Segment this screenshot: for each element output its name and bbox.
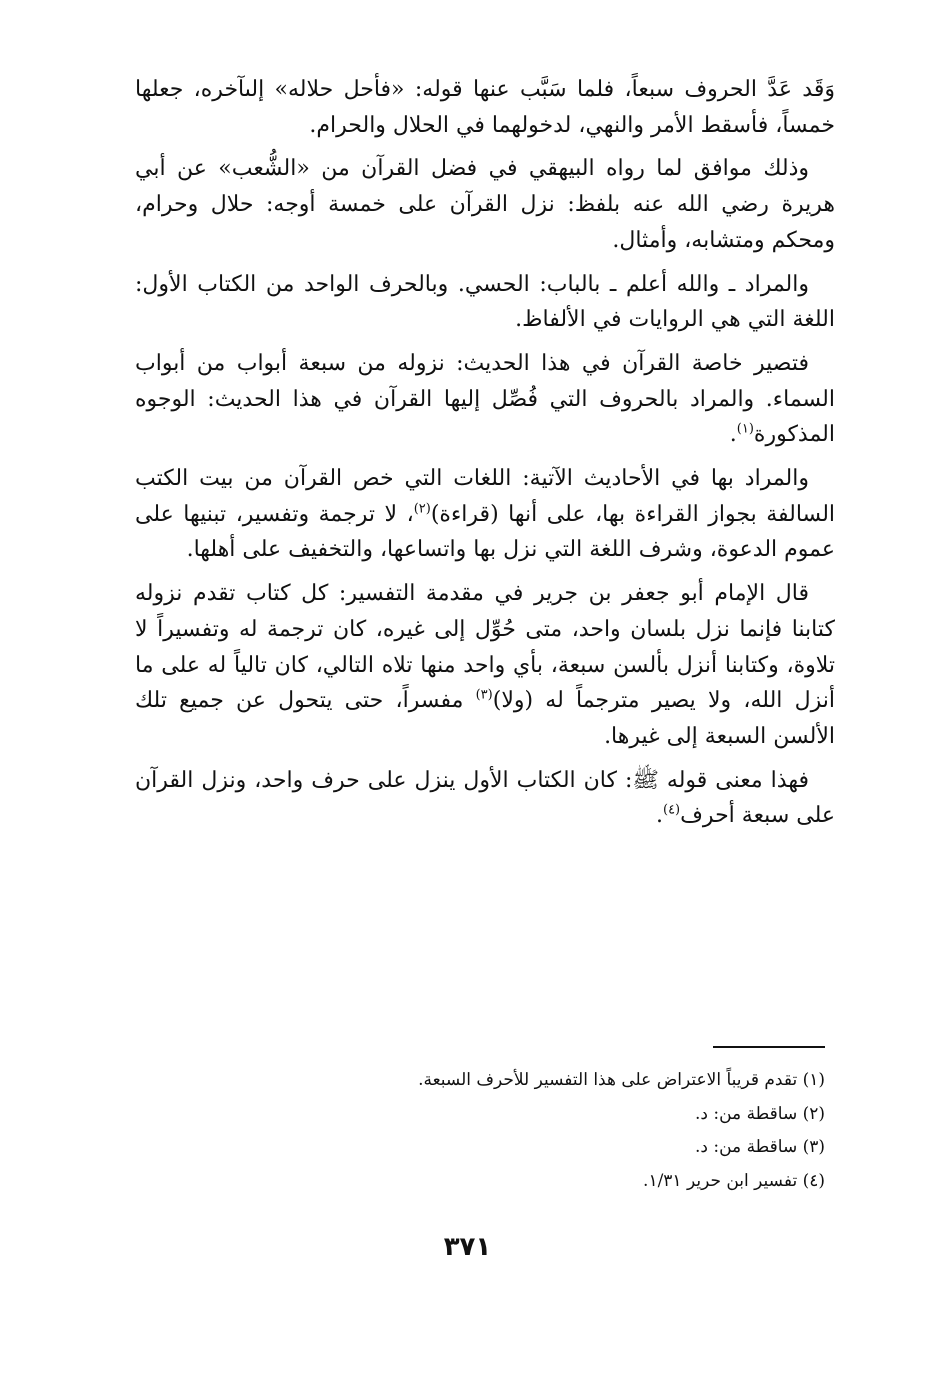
paragraph-4 [135,346,835,453]
footnote-ref-2: (٢) [413,501,431,517]
paragraph-5 [135,461,835,568]
paragraph-6-text: قال الإمام أبو جعفر بن جرير في مقدمة التفسير: كل كتاب تقدم نزوله كتابنا فإنما نزل بلسان واحد، متى حُوِّل إلى غيره، كان ترجمة له وتفسيراً لا تلاوة، وكتابنا أنزل بألسن سبعة، بأي واحد منها تلاه التالي، كان تالياً له على ما أنزل الله، ولا يصير مترجماً له (ولا) [135,581,835,714]
footnote-ref-1: (١) [736,422,754,437]
page-number: ٣٧١ [443,1232,492,1262]
footnote-4: (٤) تفسير ابن حرير ١/٣١. [643,1170,825,1191]
paragraph-5-text: والمراد بها في الأحاديث الآتية: اللغات التي خص القرآن من بيت الكتب السالفة بجواز القراءة بها، على أنها (قراءة) [135,466,836,527]
paragraph-6 [135,576,835,755]
paragraph-4-text-end: . [729,422,737,448]
footnote-1: (١) تقدم قريباً الاعتراض على هذا التفسير للأحرف السبعة. [418,1070,825,1090]
paragraph-2 [135,151,835,258]
footnote-3: (٣) ساقطة من: د. [695,1137,825,1157]
paragraph-7-text-end: . [655,803,663,829]
footnote-ref-4: (٤) [662,803,681,819]
paragraph-3-text: والمراد ـ والله أعلم ـ بالباب: الحسي. وبالحرف الواحد من الكتاب الأول: اللغة التي هي الروايات في الألفاظ. [135,271,835,333]
paragraph-7-text: فهذا معنى قوله ﷺ: كان الكتاب الأول ينزل على حرف واحد، ونزل القرآن على سبعة أحرف [135,767,835,829]
main-text [135,72,835,842]
paragraph-4-text: فتصير خاصة القرآن في هذا الحديث: نزوله من سبعة أبواب من أبواب السماء. والمراد بالحروف التي فُصِّل إليها القرآن في هذا الحديث: الوجوه المذكورة [135,350,835,448]
paragraph-1-text: وَقَد عَدَّ الحروف سبعاً، فلما سَبَّب عنها قوله: «فأحل حلاله» إلىآخره، جعلها خمساً، فأسقط الأمر والنهي، لدخولهما في الحلال والحرام. [135,77,835,138]
paragraph-3 [135,267,835,338]
paragraph-5-text-end: ، لا ترجمة وتفسير، تبنيها على عموم الدعوة، وشرف اللغة التي نزل بها واتساعها، والتخفيف على أهلها. [135,501,835,563]
footnote-2: (٢) ساقطة من: د. [695,1103,825,1124]
paragraph-7 [135,763,835,834]
paragraph-2-text: وذلك موافق لما رواه البيهقي في فضل القرآن من «الشُّعب» عن أبي هريرة رضي الله عنه بلفظ: نزل القرآن على خمسة أوجه: حلال وحرام، ومحكم ومتشابه، وأمثال. [135,156,835,253]
footnote-ref-3: (٣) [475,687,493,703]
paragraph-6-text-end: مفسراً، حتى يتحول عن جميع تلك الألسن السبعة إلى غيرها. [135,688,835,749]
footnote-separator [713,1046,825,1048]
footnotes [145,1064,825,1198]
paragraph-1 [135,72,835,143]
